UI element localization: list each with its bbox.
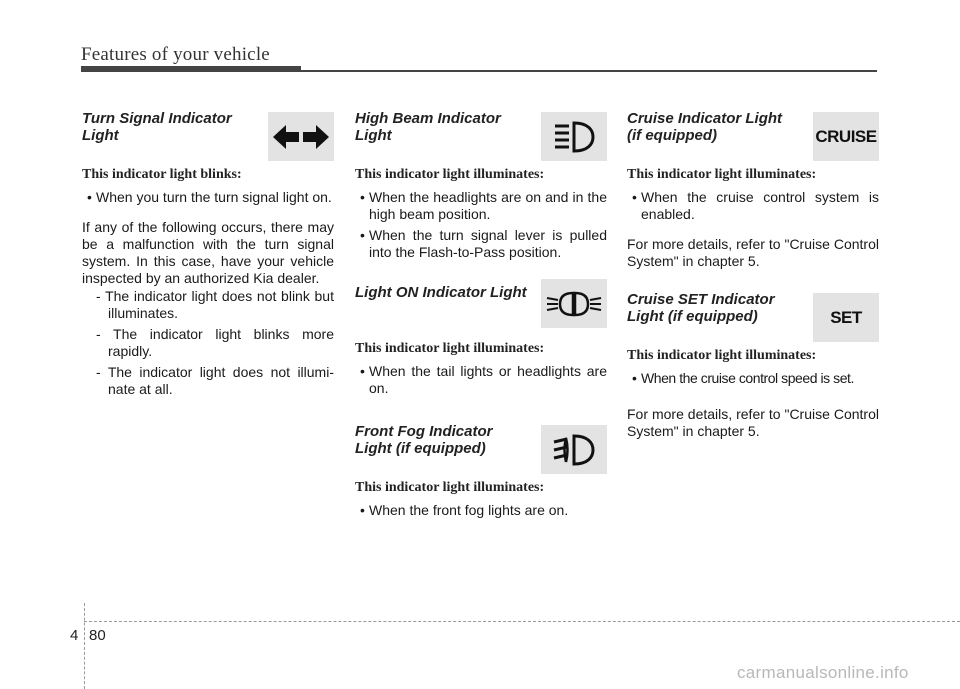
page-header-title: Features of your vehicle — [81, 44, 270, 65]
light-on-lead: This indicator light illuminates: — [355, 341, 545, 356]
turn-signal-bullets — [82, 189, 334, 206]
high-beam-title: High Beam Indicator Light — [355, 110, 501, 144]
cruise-section — [627, 110, 879, 270]
cruise-set-lead: This indicator light illuminates: — [627, 348, 817, 363]
cruise-paragraph: For more details, refer to "Cruise Control System" in chapter 5. — [627, 236, 879, 269]
list-item: • When the cruise control system is enabled. — [627, 189, 879, 223]
turn-signal-arrows-icon — [268, 112, 334, 161]
cruise-set-title: Cruise SET Indicator Light (if equipped) — [627, 291, 775, 325]
turn-signal-paragraph: If any of the following occurs, there may be a malfunction with the turn signal system. In this case, have your vehicle inspected by an authorized Kia dealer. — [82, 219, 334, 286]
header-rule-thin — [301, 70, 877, 72]
turn-signal-lead: This indicator light blinks: — [82, 167, 242, 182]
light-on-section — [355, 284, 607, 397]
high-beam-icon — [541, 112, 607, 161]
column-3 — [627, 110, 879, 440]
front-fog-title: Front Fog Indicator Light (if equipped) — [355, 423, 493, 457]
list-item: • When the cruise control speed is set. — [627, 370, 879, 387]
set-icon: SET — [813, 293, 879, 342]
cruise-title: Cruise Indicator Light (if equipped) — [627, 110, 783, 144]
footer-vertical-rule — [84, 603, 85, 689]
front-fog-icon — [541, 425, 607, 474]
footer-rule — [84, 621, 960, 622]
light-on-icon — [541, 279, 607, 328]
front-fog-section — [355, 423, 607, 519]
chapter-number: 4 — [70, 627, 79, 644]
cruise-set-paragraph: For more details, refer to "Cruise Control System" in chapter 5. — [627, 406, 879, 439]
light-on-bullets — [355, 363, 607, 397]
cruise-set-bullets — [627, 370, 879, 387]
list-item: • When the front fog lights are on. — [355, 502, 607, 519]
cruise-set-section — [627, 291, 879, 440]
turn-signal-title: Turn Signal Indicator Light — [82, 110, 232, 144]
watermark: carmanualsonline.info — [737, 663, 909, 682]
list-item: - The indicator light does not illumi- nate at all. — [96, 364, 334, 398]
high-beam-bullets — [355, 189, 607, 261]
header-rule-thick — [81, 66, 301, 72]
column-2 — [355, 110, 607, 523]
list-item: - The indicator light does not blink but illuminates. — [96, 288, 334, 322]
front-fog-bullets — [355, 502, 607, 519]
light-on-title: Light ON Indicator Light — [355, 284, 527, 301]
turn-signal-dash-list — [82, 288, 334, 398]
turn-signal-section — [82, 110, 334, 398]
list-item: • When you turn the turn signal light on. — [82, 189, 334, 206]
cruise-icon: CRUISE — [813, 112, 879, 161]
list-item: • When the headlights are on and in the high beam position. — [355, 189, 607, 223]
cruise-lead: This indicator light illuminates: — [627, 167, 817, 182]
column-1 — [82, 110, 334, 402]
cruise-bullets — [627, 189, 879, 223]
high-beam-lead: This indicator light illuminates: — [355, 167, 545, 182]
list-item: • When the turn signal lever is pulled into the Flash-to-Pass position. — [355, 227, 607, 261]
list-item: • When the tail lights or headlights are on. — [355, 363, 607, 397]
front-fog-lead: This indicator light illuminates: — [355, 480, 545, 495]
high-beam-section — [355, 110, 607, 261]
list-item: - The indicator light blinks more rapidly. — [96, 326, 334, 360]
page-number: 80 — [89, 627, 106, 644]
